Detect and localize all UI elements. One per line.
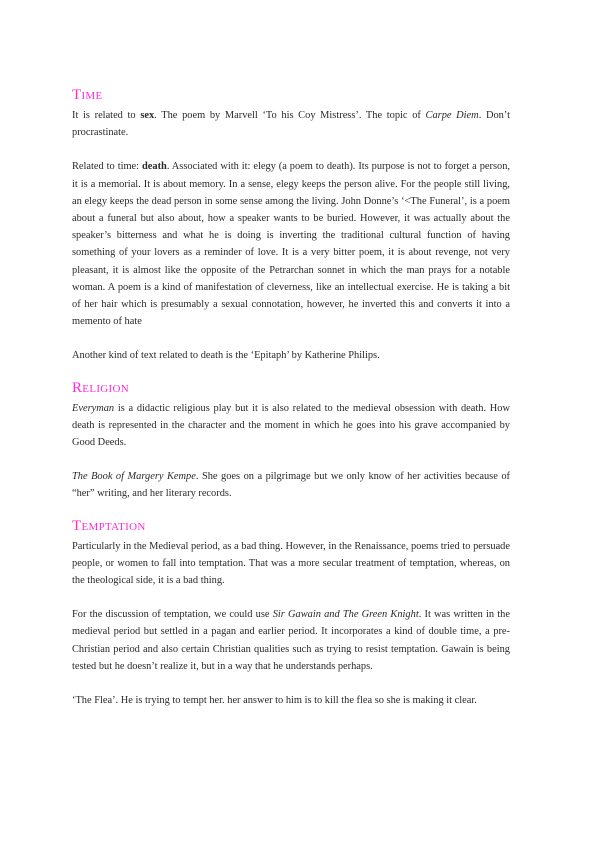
religion-paragraph-2 — [72, 468, 510, 502]
heading-religion: Religion — [72, 379, 130, 396]
bold-term: death — [142, 161, 167, 173]
heading-temptation: Temptation — [72, 517, 146, 534]
text: . Associated with it: elegy (a poem to death). Its purpose is not to forget a person, it is a memorial. It is about memory. In a sense, elegy keeps the person alive. For the people still living, an elegy keeps the dead person in some sense among the living. John Donne’s ‘<The Funeral’, is a poem about a funeral but also about, how a speaker wants to be buried. However, it was actually about the speaker’s bitterness and what he is doing is inverting the traditional cultural function of having something of your lovers as a reminder of love. It is a very bitter poem, it is about revenge, not very pleasant, it is almost like the opposite of the Petrarchan sonnet in which the man prays for a notable woman. A poem is a kind of manifestation of cleverness, like an intellectual exercise. He is taking a bit of her hair which is presumably a sexual connotation, however, he inverted this and converts it into a memento of hate — [72, 161, 510, 328]
text: is a didactic religious play but it is also related to the medieval obsession with death. How death is represented in the character and the moment in which he goes into his grave accompanied by Good Deeds. — [72, 402, 510, 449]
text: . The poem by Marvell ‘To his Coy Mistress’. The topic of — [154, 110, 426, 121]
time-paragraph-2 — [72, 158, 510, 330]
religion-paragraph-1 — [72, 400, 510, 452]
time-paragraph-3: Another kind of text related to death is the ‘Epitaph’ by Katherine Philips. — [72, 350, 380, 362]
section-time — [72, 86, 510, 365]
section-temptation — [72, 517, 510, 710]
temptation-paragraph-2 — [72, 606, 510, 675]
heading-time: Time — [72, 87, 103, 103]
italic-title: Sir Gawain and The Green Knight — [272, 609, 419, 621]
time-paragraph-1 — [72, 107, 510, 141]
temptation-paragraph-1: Particularly in the Medieval period, as a bad thing. However, in the Renaissance, poems tried to persuade people, or women to fall into temptation. That was a more secular treatment of temptation, whereas, on the theological side, it is a bad thing. — [72, 540, 510, 587]
text: Related to time: — [72, 161, 142, 173]
italic-title: Everyman — [72, 402, 115, 414]
italic-title: The Book of Margery Kempe — [72, 471, 196, 483]
text: . It was written in the medieval period but settled in a pagan and earlier period. It incorporates a kind of double time, a pre-Christian period and also certain Christian qualities such as trying to resist temptation. Gawain is being tested but he doesn’t realize it, but in a way that he understands perhaps. — [72, 609, 510, 672]
text: It is related to — [72, 110, 141, 121]
bold-term: sex — [140, 110, 155, 121]
text: . Don’t procrastinate. — [72, 110, 511, 139]
section-religion — [72, 379, 510, 503]
italic-term: Carpe Diem — [425, 110, 479, 121]
temptation-paragraph-3: ‘The Flea’. He is trying to tempt her. her answer to him is to kill the flea so she is making it clear. — [72, 695, 477, 707]
text: For the discussion of temptation, we could use — [72, 609, 273, 621]
text: . She goes on a pilgrimage but we only know of her activities because of “her” writing, and her literary records. — [72, 471, 510, 500]
